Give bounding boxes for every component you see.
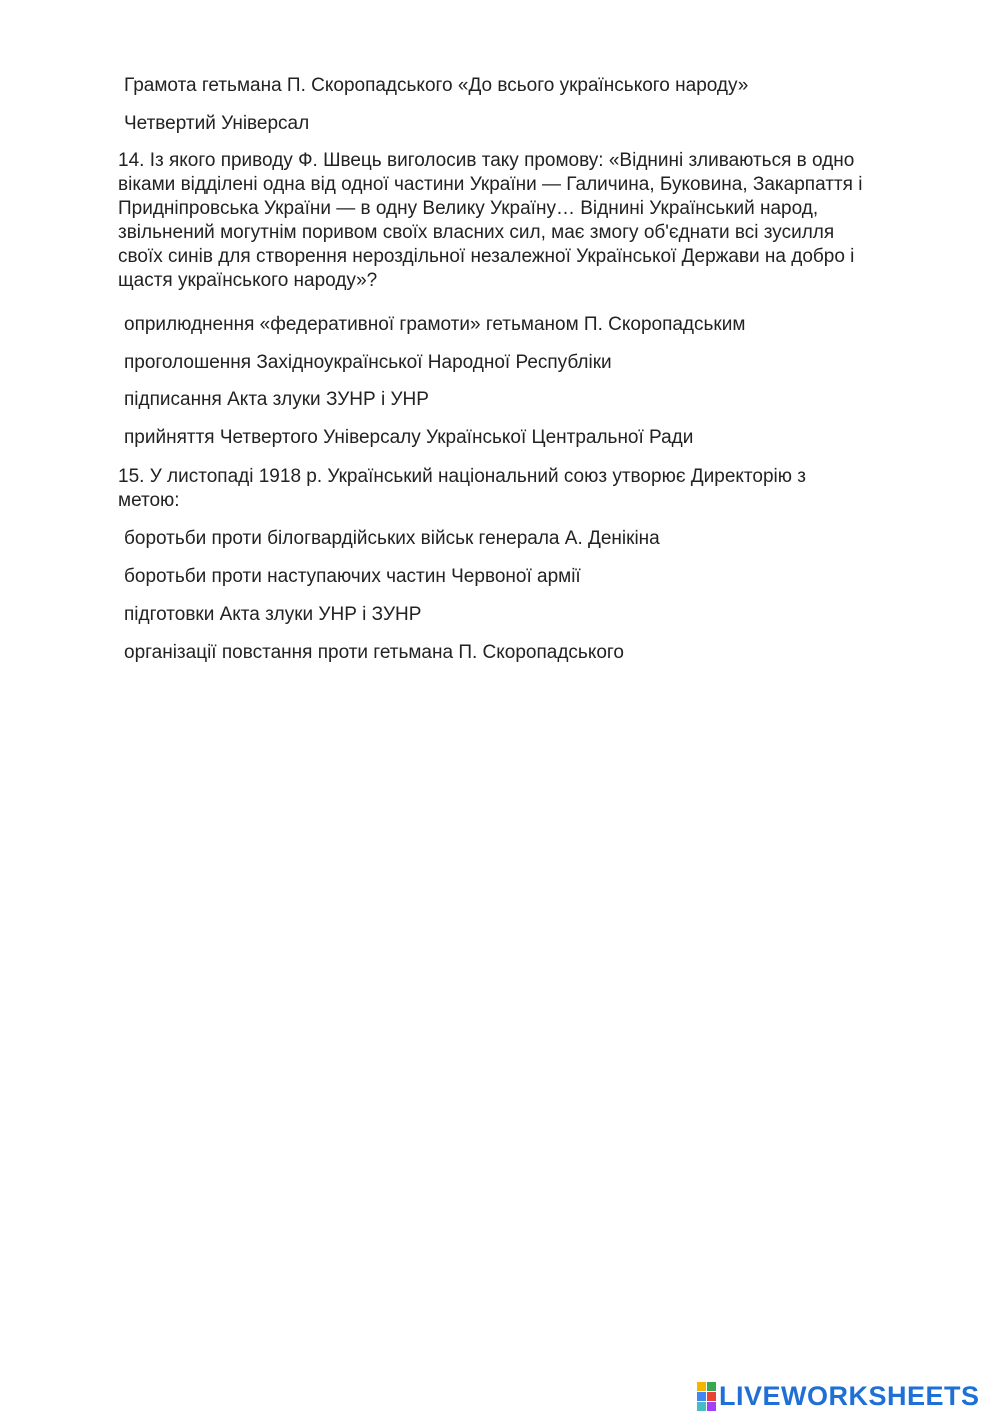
logo-square xyxy=(697,1392,706,1401)
logo-square xyxy=(697,1402,706,1411)
logo-square xyxy=(697,1382,706,1391)
logo-square xyxy=(707,1382,716,1391)
answer-option[interactable]: підготовки Акта злуки УНР і ЗУНР xyxy=(124,604,422,625)
answer-option[interactable]: оприлюднення «федеративної грамоти» гетьманом П. Скоропадським xyxy=(124,314,746,335)
question-15 xyxy=(118,465,918,513)
answer-option[interactable]: Четвертий Універсал xyxy=(124,113,310,134)
liveworksheets-logo-icon xyxy=(697,1382,716,1411)
liveworksheets-brand xyxy=(697,1380,980,1412)
answer-option[interactable]: проголошення Західноукраїнської Народної Республіки xyxy=(124,352,612,373)
question-14 xyxy=(118,149,918,293)
question-line: метою: xyxy=(118,490,180,511)
question-line: 15. У листопаді 1918 р. Український національний союз утворює Директорію з xyxy=(118,466,807,487)
answer-option[interactable]: підписання Акта злуки ЗУНР і УНР xyxy=(124,389,429,410)
answer-option[interactable]: боротьби проти наступаючих частин Червоної армії xyxy=(124,566,581,587)
brand-name: LIVEWORKSHEETS xyxy=(719,1381,980,1411)
question-line: звільнений могутнім поривом своїх власних сил, має змогу об'єднати всі зусилля xyxy=(118,222,835,243)
answer-option[interactable]: Грамота гетьмана П. Скоропадського «До всього українського народу» xyxy=(124,75,749,96)
answer-option[interactable]: прийняття Четвертого Універсалу Української Центральної Ради xyxy=(124,427,694,448)
question-line: щастя українського народу»? xyxy=(118,270,378,291)
answer-option[interactable]: організації повстання проти гетьмана П. Скоропадського xyxy=(124,642,625,663)
logo-square xyxy=(707,1392,716,1401)
question-line: Придніпровська України — в одну Велику Україну… Віднині Український народ, xyxy=(118,198,819,219)
question-line: віками відділені одна від одної частини України — Галичина, Буковина, Закарпаття і xyxy=(118,174,863,195)
question-line: 14. Із якого приводу Ф. Швець виголосив таку промову: «Віднині зливаються в одно xyxy=(118,150,855,171)
logo-square xyxy=(707,1402,716,1411)
answer-option[interactable]: боротьби проти білогвардійських військ генерала А. Денікіна xyxy=(124,528,660,549)
question-line: своїх синів для створення нероздільної незалежної Української Держави на добро і xyxy=(118,246,855,267)
